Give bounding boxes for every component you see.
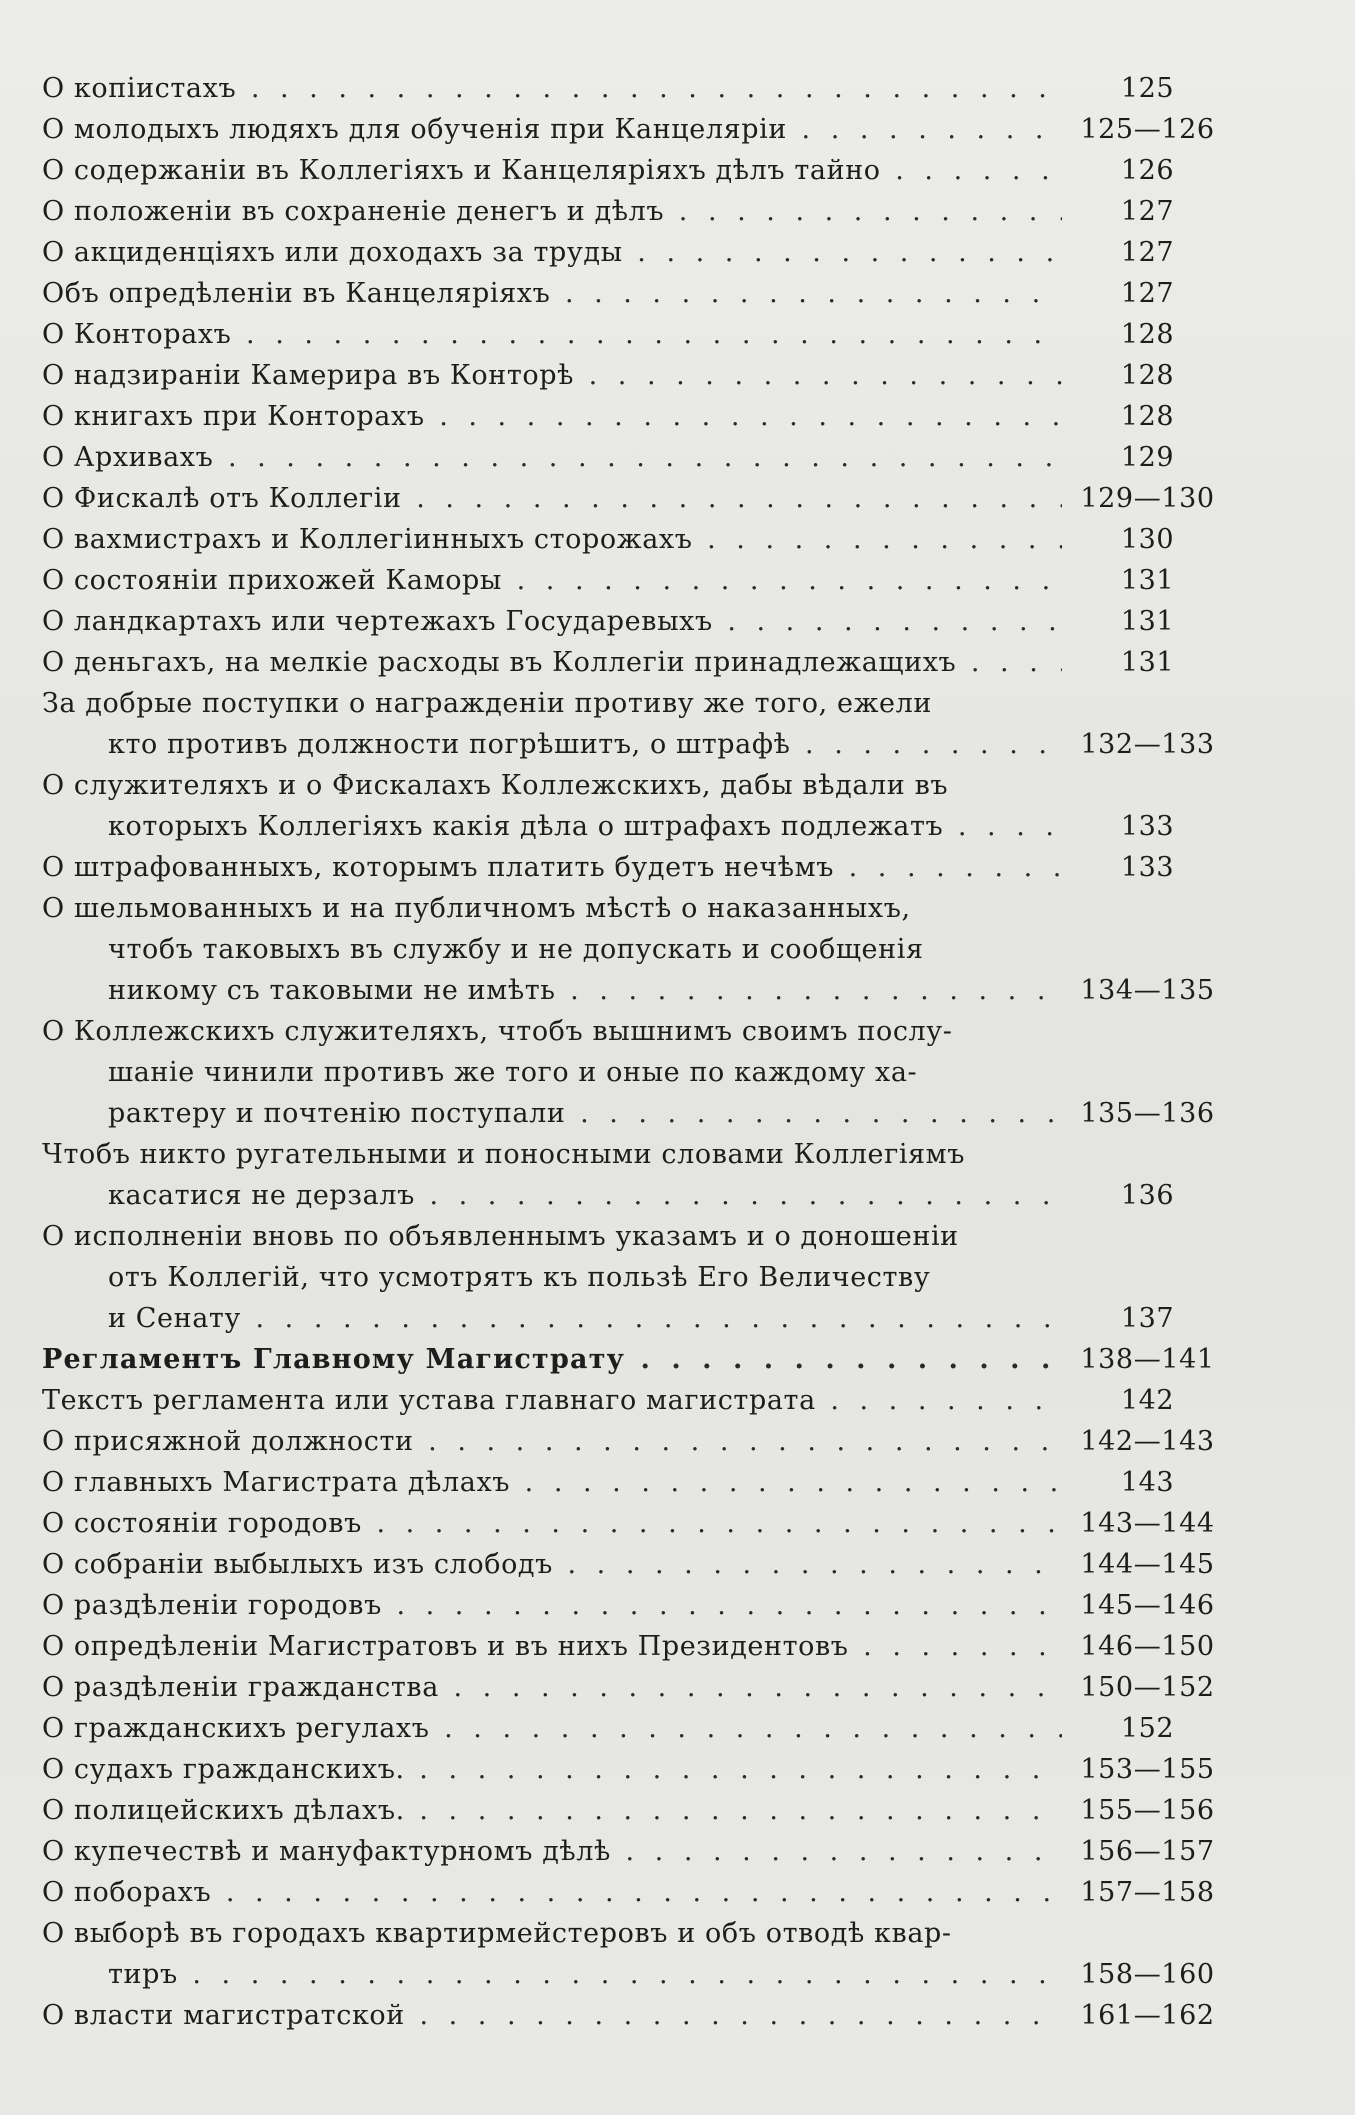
toc-entry-title-line: О власти магистратской . . . xyxy=(0,1995,1062,2036)
toc-page-number: 142 xyxy=(1120,1385,1175,1416)
toc-entry-title-line: О содержанiи въ Коллегiяхъ и Канцелярiяхъ дѣлъ тайно . . . xyxy=(0,150,1062,191)
toc-page-number: 143—144 xyxy=(1080,1508,1215,1539)
toc-entry-title-line: О положенiи въ сохраненiе денегъ и дѣлъ . . . xyxy=(0,191,1062,232)
toc-entry xyxy=(0,1995,1355,2036)
toc-entry xyxy=(0,1503,1355,1544)
toc-entry xyxy=(0,1913,1355,1995)
toc-entry xyxy=(0,396,1355,437)
toc-page-number: 153—155 xyxy=(1080,1754,1215,1785)
toc-entry xyxy=(0,1380,1355,1421)
toc-entry-title-line: О гражданскихъ регулахъ . . . xyxy=(0,1708,1062,1749)
toc-page-number: 131 xyxy=(1120,565,1175,596)
toc-entry-title-line: О состоянiи прихожей Каморы . . . xyxy=(0,560,1062,601)
toc-page-number: 125—126 xyxy=(1080,114,1215,145)
toc-entry-title-line: О вахмистрахъ и Коллегiинныхъ сторожахъ . . . xyxy=(0,519,1062,560)
toc-entry xyxy=(0,437,1355,478)
toc-entry-title-line: Текстъ регламента или устава главнаго магистрата . . . xyxy=(0,1380,1062,1421)
toc-entry xyxy=(0,355,1355,396)
toc-entry-title-line: Регламентъ Главному Магистрату . . . xyxy=(0,1339,1062,1380)
toc-entry-title-line: О копiистахъ . . . xyxy=(0,68,1062,109)
toc-entry-title-line: О купечествѣ и мануфактурномъ дѣлѣ . . . xyxy=(0,1831,1062,1872)
toc-entry xyxy=(0,683,1355,765)
toc-page-number: 128 xyxy=(1120,319,1175,350)
toc-page-number: 129 xyxy=(1120,442,1175,473)
toc-entry-title-line: За добрые поступки о награжденiи противу же того, ежели xyxy=(42,688,932,719)
toc-page-number: 133 xyxy=(1120,811,1175,842)
toc-entry xyxy=(0,847,1355,888)
toc-entry xyxy=(0,109,1355,150)
toc-entry-title-line: тиръ . . . xyxy=(0,1954,1062,1995)
toc-entry-title-line: О акциденцiяхъ или доходахъ за труды . . . xyxy=(0,232,1062,273)
toc-entry-title-line: О полицейскихъ дѣлахъ. . . . xyxy=(0,1790,1062,1831)
toc-entry xyxy=(0,1216,1355,1339)
toc-entry xyxy=(0,765,1355,847)
toc-page-number: 144—145 xyxy=(1080,1549,1215,1580)
toc-page-number: 127 xyxy=(1120,278,1175,309)
toc-section-heading xyxy=(0,1339,1355,1380)
toc-entry xyxy=(0,478,1355,519)
toc-entry-title-line: О ландкартахъ или чертежахъ Государевыхъ . . . xyxy=(0,601,1062,642)
toc-entry-title-line: никому съ таковыми не имѣть . . . xyxy=(0,970,1062,1011)
toc-page-number: 137 xyxy=(1120,1303,1175,1334)
toc-page-number: 138—141 xyxy=(1080,1344,1215,1375)
toc-entry xyxy=(0,150,1355,191)
toc-page-number: 127 xyxy=(1120,196,1175,227)
toc-page-number: 125 xyxy=(1120,73,1175,104)
toc-page-number: 126 xyxy=(1120,155,1175,186)
toc-entry xyxy=(0,560,1355,601)
toc-entry-title-line: О раздѣленiи гражданства . . . xyxy=(0,1667,1062,1708)
toc-page-number: 145—146 xyxy=(1080,1590,1215,1621)
toc-entry xyxy=(0,1462,1355,1503)
toc-entry xyxy=(0,519,1355,560)
toc-entry xyxy=(0,1831,1355,1872)
toc-entry xyxy=(0,1790,1355,1831)
toc-entry-title-line: О Фискалѣ отъ Коллегiи . . . xyxy=(0,478,1062,519)
toc-entry-title-line: О выборѣ въ городахъ квартирмейстеровъ и объ отводѣ квар- xyxy=(42,1918,952,1949)
toc-entry-title-line: которыхъ Коллегiяхъ какiя дѣла о штрафахъ подлежатъ . . . xyxy=(0,806,1062,847)
toc-entry xyxy=(0,1872,1355,1913)
toc-entry-title-line: О деньгахъ, на мелкiе расходы въ Коллегiи принадлежащихъ . . . xyxy=(0,642,1062,683)
toc-entry xyxy=(0,1667,1355,1708)
toc-page-number: 131 xyxy=(1120,647,1175,678)
toc-entry xyxy=(0,232,1355,273)
toc-entry-title-line: касатися не дерзалъ . . . xyxy=(0,1175,1062,1216)
toc-entry xyxy=(0,1585,1355,1626)
toc-page-number: 152 xyxy=(1120,1713,1175,1744)
toc-entry-title-line: отъ Коллегiй, что усмотрятъ къ пользѣ Его Величеству xyxy=(108,1262,931,1293)
toc-page-number: 129—130 xyxy=(1080,483,1215,514)
toc-page-number: 142—143 xyxy=(1080,1426,1215,1457)
toc-entry xyxy=(0,642,1355,683)
toc-entry xyxy=(0,1134,1355,1216)
toc-page-number: 130 xyxy=(1120,524,1175,555)
toc-page-number: 134—135 xyxy=(1080,975,1215,1006)
toc-entry xyxy=(0,888,1355,1011)
toc-entry-title-line: О Конторахъ . . . xyxy=(0,314,1062,355)
toc-entry-title-line: О судахъ гражданскихъ. . . . xyxy=(0,1749,1062,1790)
toc-entry-title-line: О штрафованныхъ, которымъ платить будетъ нечѣмъ . . . xyxy=(0,847,1062,888)
toc-entry xyxy=(0,68,1355,109)
toc-entry xyxy=(0,1708,1355,1749)
toc-entry-title-line: О исполненiи вновь по объявленнымъ указамъ и о доношенiи xyxy=(42,1221,959,1252)
toc-entry-title-line: и Сенату . . . xyxy=(0,1298,1062,1339)
toc-entry xyxy=(0,1749,1355,1790)
toc-entry xyxy=(0,601,1355,642)
toc-page-number: 128 xyxy=(1120,401,1175,432)
toc-entry xyxy=(0,1421,1355,1462)
toc-entry-title-line: чтобъ таковыхъ въ службу и не допускать и сообщенiя xyxy=(108,934,924,965)
toc-entry-title-line: О собранiи выбылыхъ изъ слободъ . . . xyxy=(0,1544,1062,1585)
toc-entry-title-line: рактеру и почтенiю поступали . . . xyxy=(0,1093,1062,1134)
toc-page-number: 155—156 xyxy=(1080,1795,1215,1826)
toc-entry xyxy=(0,1544,1355,1585)
toc-page-number: 157—158 xyxy=(1080,1877,1215,1908)
toc-page-number: 127 xyxy=(1120,237,1175,268)
toc-page-number: 150—152 xyxy=(1080,1672,1215,1703)
toc-entry-title-line: О Архивахъ . . . xyxy=(0,437,1062,478)
toc-entry-title-line: О поборахъ . . . xyxy=(0,1872,1062,1913)
toc-page-number: 146—150 xyxy=(1080,1631,1215,1662)
table-of-contents xyxy=(0,68,1355,2036)
toc-entry-title-line: О состоянiи городовъ . . . xyxy=(0,1503,1062,1544)
toc-entry xyxy=(0,1626,1355,1667)
toc-entry-title-line: О надзиранiи Камерира въ Конторѣ . . . xyxy=(0,355,1062,396)
toc-entry-title-line: О главныхъ Магистрата дѣлахъ . . . xyxy=(0,1462,1062,1503)
toc-page-number: 158—160 xyxy=(1080,1959,1215,1990)
toc-entry-title-line: О книгахъ при Конторахъ . . . xyxy=(0,396,1062,437)
toc-entry-title-line: О опредѣленiи Магистратовъ и въ нихъ Президентовъ . . . xyxy=(0,1626,1062,1667)
toc-entry-title-line: Объ опредѣленiи въ Канцелярiяхъ . . . xyxy=(0,273,1062,314)
toc-entry-title-line: О шельмованныхъ и на публичномъ мѣстѣ о наказанныхъ, xyxy=(42,893,911,924)
toc-entry-title-line: Чтобъ никто ругательными и поносными словами Коллегiямъ xyxy=(42,1139,966,1170)
toc-entry xyxy=(0,1011,1355,1134)
toc-entry xyxy=(0,314,1355,355)
toc-entry-title-line: О раздѣленiи городовъ . . . xyxy=(0,1585,1062,1626)
toc-page-number: 161—162 xyxy=(1080,2000,1215,2031)
toc-entry xyxy=(0,273,1355,314)
toc-page-number: 156—157 xyxy=(1080,1836,1215,1867)
toc-entry-title-line: О служителяхъ и о Фискалахъ Коллежскихъ, дабы вѣдали въ xyxy=(42,770,949,801)
toc-page-number: 136 xyxy=(1120,1180,1175,1211)
toc-entry-title-line: О Коллежскихъ служителяхъ, чтобъ вышнимъ своимъ послу- xyxy=(42,1016,953,1047)
toc-entry-title-line: шанiе чинили противъ же того и оные по каждому ха- xyxy=(108,1057,918,1088)
toc-entry-title-line: О молодыхъ людяхъ для обученiя при Канцелярiи . . . xyxy=(0,109,1062,150)
toc-entry-title-line: кто противъ должности погрѣшитъ, о штрафѣ . . . xyxy=(0,724,1062,765)
toc-entry-title-line: О присяжной должности . . . xyxy=(0,1421,1062,1462)
toc-page-number: 132—133 xyxy=(1080,729,1215,760)
toc-page-number: 128 xyxy=(1120,360,1175,391)
toc-page-number: 133 xyxy=(1120,852,1175,883)
toc-page-number: 143 xyxy=(1120,1467,1175,1498)
toc-entry xyxy=(0,191,1355,232)
toc-page-number: 135—136 xyxy=(1080,1098,1215,1129)
toc-page-number: 131 xyxy=(1120,606,1175,637)
